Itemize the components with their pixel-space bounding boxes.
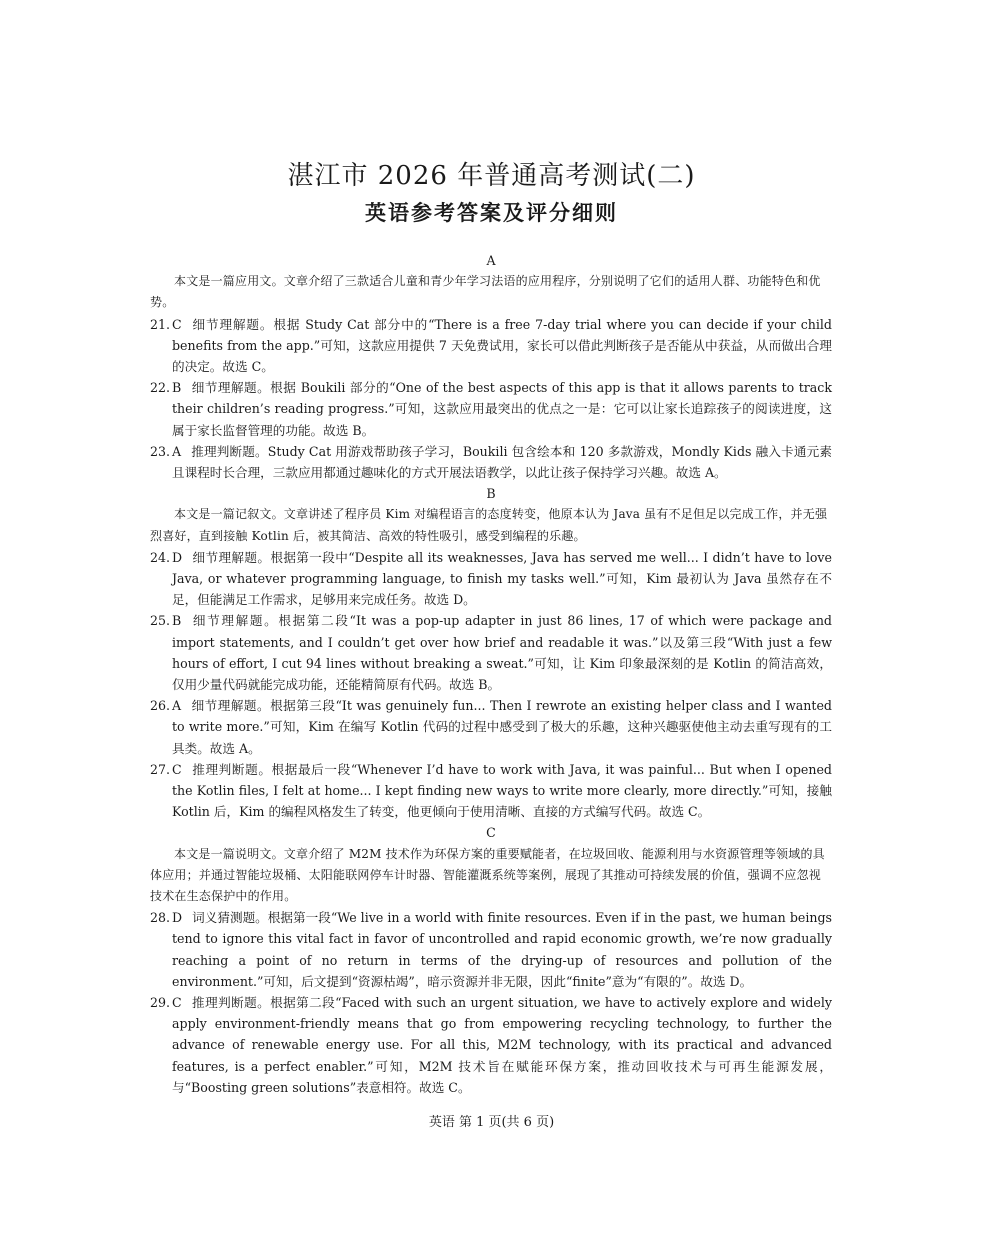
question-answer: C	[172, 761, 182, 777]
question-number: 26.	[150, 698, 171, 714]
section-c	[150, 822, 832, 1098]
question-number: 22.	[150, 380, 171, 396]
question-explanation	[172, 441, 832, 483]
question-explanation	[172, 547, 832, 611]
question-item	[150, 441, 832, 483]
question-answer: D	[172, 549, 183, 565]
question-text: 细节理解题。根据第一段中“Despite all its weaknesses, Java has served me well... I didn’t have to love Java, or whatever programming language, to finish my tasks well.”可知，Kim 最初认为 Java 虽然存在不足，但能满足工作需求，足够用来完成任务。故选 D。	[172, 549, 832, 608]
question-text: 词义猜测题。根据第一段“We live in a world with finite resources. Even if in the past, we human beings tend to ignore this vital fact in favor of uncontrolled and rapid economic growth, we’re now gradually reaching a point of no return in terms of the drying-up of resources and pollution of the environment.”可知，后文提到“资源枯竭”，暗示资源并非无限，因此“finite”意为“有限的”。故选 D。	[172, 910, 832, 989]
question-text: 推理判断题。Study Cat 用游戏帮助孩子学习，Boukili 包含绘本和 120 多款游戏，Mondly Kids 融入卡通元素且课程时长合理，三款应用都通过趣味化的方式开展法语教学，以此让孩子保持学习兴趣。故选 A。	[172, 443, 832, 481]
question-answer: C	[172, 995, 182, 1011]
question-text: 细节理解题。根据 Study Cat 部分中的“There is a free 7-day trial where you can decide if your child benefits from the app.”可知，这款应用提供 7 天免费试用，家长可以借此判断孩子是否能从中获益，从而做出合理的决定。故选 C。	[172, 316, 832, 374]
section-summary: 本文是一篇说明文。文章介绍了 M2M 技术作为环保方案的重要赋能者，在垃圾回收、能源利用与水资源管理等领域的具体应用；并通过智能垃圾桶、太阳能联网停车计时器、智能灌溉系统等案例，展现了其推动可持续发展的价值，强调不应忽视技术在生态保护中的作用。	[150, 846, 825, 904]
question-answer: A	[172, 698, 182, 714]
question-item	[150, 314, 832, 378]
question-answer: B	[172, 613, 182, 629]
section-letter: A	[486, 253, 496, 268]
question-explanation	[172, 695, 832, 759]
page-subtitle: 英语参考答案及评分细则	[365, 201, 618, 225]
section-letter: B	[486, 486, 496, 502]
question-number: 29.	[150, 995, 171, 1011]
answer-content	[150, 250, 832, 1098]
question-answer: C	[172, 316, 182, 332]
question-text: 推理判断题。根据最后一段“Whenever I’d have to work with Java, it was painful... But when I opened the Kotlin files, I felt at home... I kept finding new ways to write more clearly, more directly.”可知，接触 Kotlin 后，Kim 的编程风格发生了转变，他更倾向于使用清晰、直接的方式编写代码。故选 C。	[172, 761, 832, 820]
question-text: 推理判断题。根据第二段“Faced with such an urgent situation, we have to actively explore and widely apply environment-friendly means that go from empowering recycling technology, to further the advance of renewable energy use. For all this, M2M technology, with its practical and advanced features, is a perfect enabler.”可知，M2M 技术旨在赋能环保方案，推动回收技术与可再生能源发展，与“Boosting green solutions”表意相符。故选 C。	[172, 995, 832, 1095]
question-item	[150, 610, 832, 695]
question-explanation	[172, 314, 832, 378]
question-number: 25.	[150, 613, 171, 629]
question-item	[150, 992, 832, 1098]
question-answer: A	[172, 443, 182, 459]
question-answer: D	[172, 910, 183, 926]
question-item	[150, 695, 832, 759]
question-text: 细节理解题。根据第三段“It was genuinely fun... Then I rewrote an existing helper class and I wanted to write more.”可知，Kim 在编写 Kotlin 代码的过程中感受到了极大的乐趣，这种兴趣驱使他主动去重写现有的工具类。故选 A。	[172, 698, 832, 756]
question-text: 细节理解题。根据 Boukili 部分的“One of the best aspects of this app is that it allows parents to track their children’s reading progress.”可知，这款应用最突出的优点之一是：它可以让家长追踪孩子的阅读进度，这属于家长监督管理的功能。故选 B。	[172, 380, 832, 438]
section-letter: C	[486, 825, 496, 841]
question-explanation	[172, 610, 832, 695]
question-explanation	[172, 377, 832, 441]
question-explanation	[172, 907, 832, 992]
section-summary: 本文是一篇应用文。文章介绍了三款适合儿童和青少年学习法语的应用程序，分别说明了它们的适用人群、功能特色和优势。	[150, 274, 821, 310]
question-explanation	[172, 992, 832, 1098]
question-number: 21.	[150, 316, 171, 332]
question-item	[150, 377, 832, 441]
page-footer: 英语 第 1 页(共 6 页)	[428, 1115, 555, 1130]
section-b	[150, 483, 832, 822]
question-item	[150, 759, 832, 823]
section-summary: 本文是一篇记叙文。文章讲述了程序员 Kim 对编程语言的态度转变，他原本认为 Java 虽有不足但足以完成工作，并无强烈喜好，直到接触 Kotlin 后，被其简洁、高效的特性吸引，感受到编程的乐趣。	[150, 507, 828, 543]
question-number: 23.	[150, 443, 171, 459]
question-item	[150, 907, 832, 992]
question-explanation	[172, 759, 832, 823]
question-number: 27.	[150, 761, 171, 777]
section-a	[150, 250, 832, 483]
question-number: 28.	[150, 910, 171, 926]
page-title: 湛江市 2026 年普通高考测试(二)	[287, 161, 696, 191]
question-answer: B	[172, 380, 182, 396]
question-item	[150, 547, 832, 611]
question-text: 细节理解题。根据第二段“It was a pop-up adapter in just 86 lines, 17 of which were package and import statements, and I couldn’t get over how brief and readable it was.”以及第三段“With just a few hours of effort, I cut 94 lines without breaking a sweat.”可知，让 Kim 印象最深刻的是 Kotlin 的简洁高效，仅用少量代码就能完成功能，还能精简原有代码。故选 B。	[172, 613, 832, 693]
question-number: 24.	[150, 549, 171, 565]
